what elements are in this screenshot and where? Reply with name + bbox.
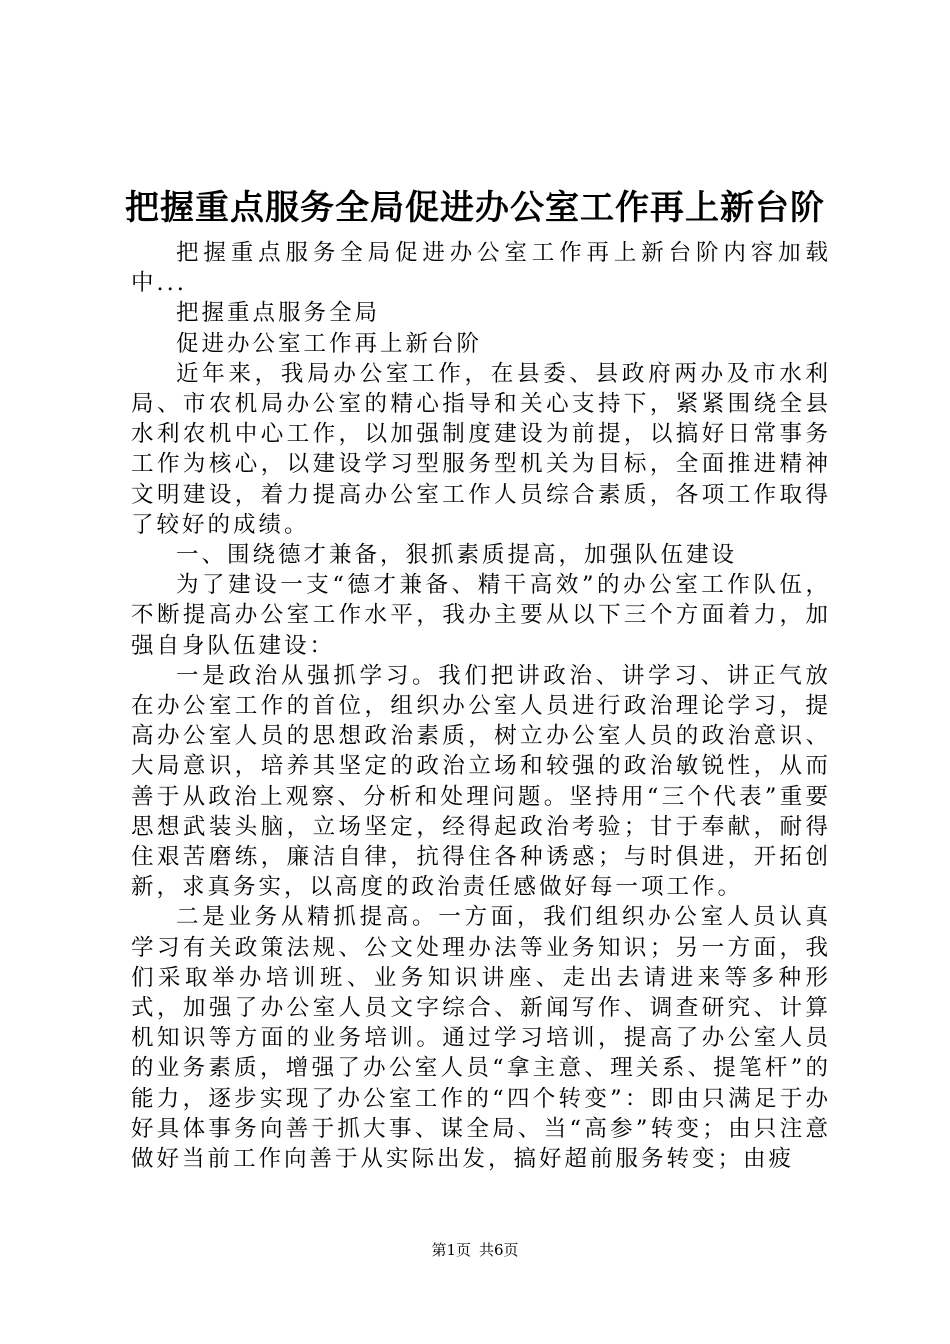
paragraph-team-building: 为了建设一支“德才兼备、精干高效”的办公室工作队伍，不断提高办公室工作水平，我办主要从以下三个方面着力，加强自身队伍建设： [131, 572, 831, 659]
document-title: 把握重点服务全局促进办公室工作再上新台阶 [125, 188, 825, 228]
paragraph-politics: 一是政治从强抓学习。我们把讲政治、讲学习、讲正气放在办公室工作的首位，组织办公室人员进行政治理论学习，提高办公室人员的思想政治素质，树立办公室人员的政治意识、大局意识，培养其坚定的政治立场和较强的政治敏锐性，从而善于从政治上观察、分析和处理问题。坚持用“三个代表”重要思想武装头脑，立场坚定，经得起政治考验；甘于奉献，耐得住艰苦磨练，廉洁自律，抗得住各种诱惑；与时俱进，开拓创新，求真务实，以高度的政治责任感做好每一项工作。 [131, 662, 831, 901]
page-number: 第1页 [431, 1241, 471, 1259]
section-heading-1: 一、围绕德才兼备，狠抓素质提高，加强队伍建设 [176, 542, 738, 569]
paragraph-subtitle-1: 把握重点服务全局 [176, 300, 381, 327]
page-total: 共6页 [479, 1241, 519, 1259]
paragraph-subtitle-2: 促进办公室工作再上新台阶 [176, 330, 483, 357]
paragraph-business: 二是业务从精抓提高。一方面，我们组织办公室人员认真学习有关政策法规、公文处理办法等业务知识；另一方面，我们采取举办培训班、业务知识讲座、走出去请进来等多种形式，加强了办公室人员文字综合、新闻写作、调查研究、计算机知识等方面的业务培训。通过学习培训，提高了办公室人员的业务素质，增强了办公室人员“拿主意、理关系、提笔杆”的能力，逐步实现了办公室工作的“四个转变”：即由只满足于办好具体事务向善于抓大事、谋全局、当“高参”转变；由只注意做好当前工作向善于从实际出发，搞好超前服务转变；由疲 [131, 904, 831, 1173]
document-body [131, 238, 831, 1174]
page-footer [0, 1240, 950, 1260]
paragraph-intro: 近年来，我局办公室工作，在县委、县政府两办及市水利局、市农机局办公室的精心指导和关心支持下，紧紧围绕全县水利农机中心工作，以加强制度建设为前提，以搞好日常事务工作为核心，以建设学习型服务型机关为目标，全面推进精神文明建设，着力提高办公室工作人员综合素质，各项工作取得了较好的成绩。 [131, 360, 831, 538]
paragraph-loading: 把握重点服务全局促进办公室工作再上新台阶内容加载中... [131, 240, 831, 297]
